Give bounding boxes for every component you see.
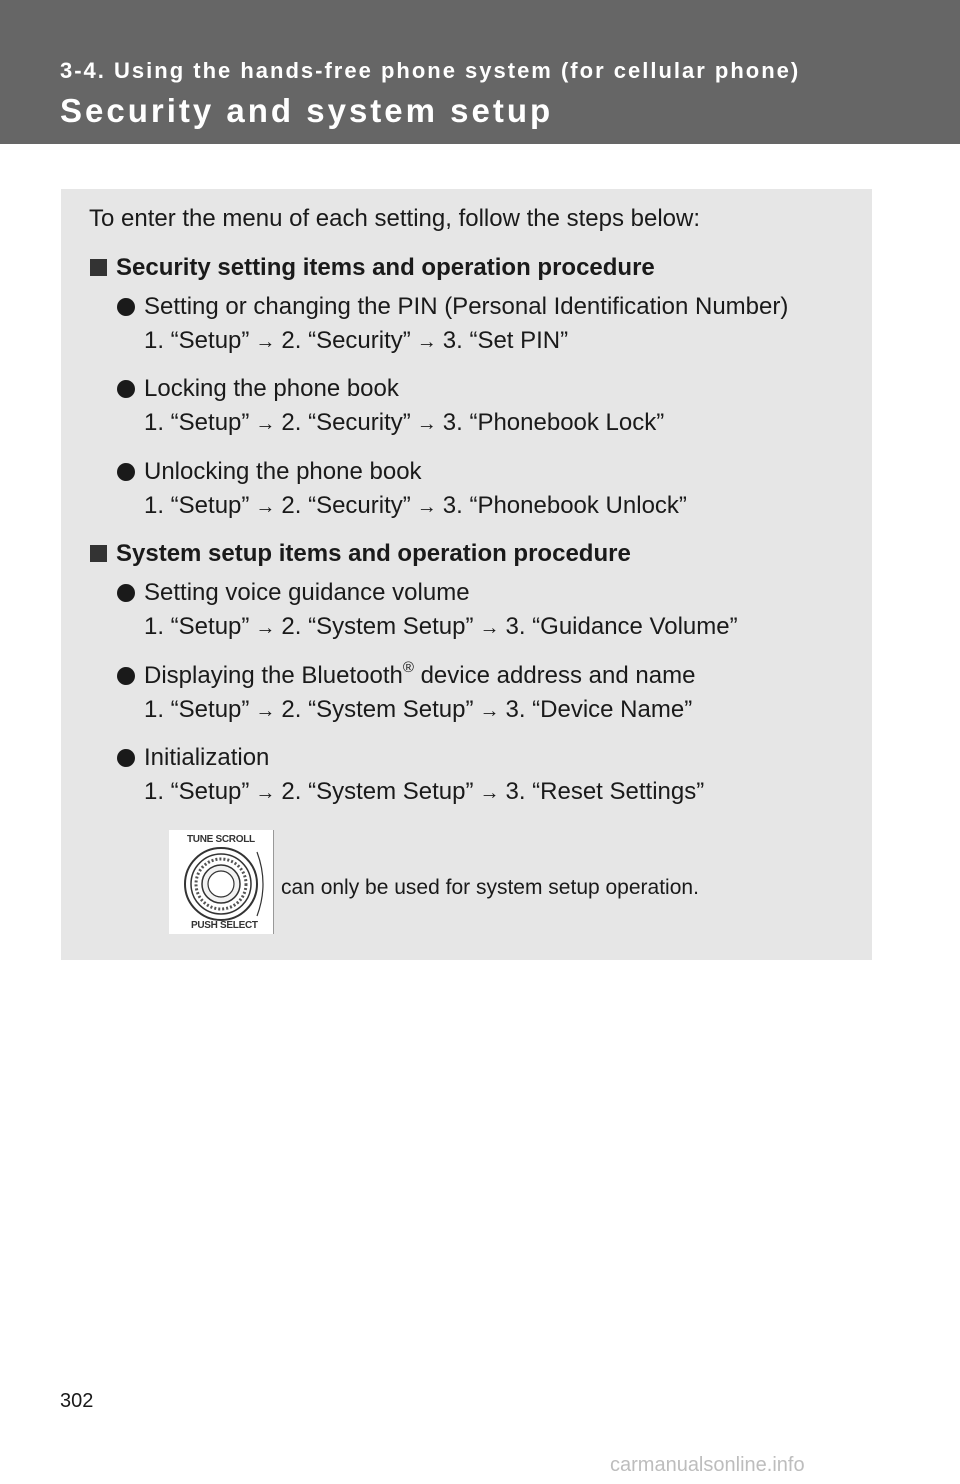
knob-bottom-label: PUSH SELECT — [191, 920, 258, 931]
item-title: Displaying the Bluetooth® device address and name — [144, 659, 696, 689]
arrow-right-icon: → — [255, 496, 276, 518]
intro-text: To enter the menu of each setting, follow the steps below: — [89, 205, 701, 232]
chapter-header — [0, 0, 960, 144]
arrow-right-icon: → — [255, 782, 276, 804]
procedure-steps: 1. “Setup” → 2. “System Setup” → 3. “Device Name” — [144, 695, 692, 726]
round-bullet-icon — [117, 298, 135, 316]
tune-scroll-knob-icon — [169, 830, 274, 934]
arrow-right-icon: → — [416, 413, 437, 435]
arrow-right-icon: → — [255, 617, 276, 639]
security-heading: Security setting items and operation procedure — [116, 254, 655, 281]
item-title: Initialization — [144, 744, 270, 771]
section-label: 3-4. Using the hands-free phone system (for cellular phone) — [60, 58, 801, 83]
item-title: Setting voice guidance volume — [144, 579, 470, 606]
page-number: 302 — [60, 1390, 94, 1412]
arrow-right-icon: → — [479, 782, 500, 804]
round-bullet-icon — [117, 463, 135, 481]
item-title: Unlocking the phone book — [144, 458, 422, 485]
dial-icon — [169, 830, 273, 934]
square-bullet-icon — [90, 545, 107, 562]
arrow-right-icon: → — [479, 700, 500, 722]
round-bullet-icon — [117, 584, 135, 602]
procedure-steps: 1. “Setup” → 2. “Security” → 3. “Phonebook Lock” — [144, 408, 664, 439]
arrow-right-icon: → — [479, 617, 500, 639]
procedure-steps: 1. “Setup” → 2. “Security” → 3. “Set PIN” — [144, 326, 568, 357]
round-bullet-icon — [117, 749, 135, 767]
round-bullet-icon — [117, 667, 135, 685]
watermark: carmanualsonline.info — [610, 1454, 805, 1476]
procedure-steps: 1. “Setup” → 2. “System Setup” → 3. “Guidance Volume” — [144, 612, 738, 643]
item-title: Setting or changing the PIN (Personal Identification Number) — [144, 293, 789, 320]
page-title: Security and system setup — [60, 92, 554, 129]
round-bullet-icon — [117, 380, 135, 398]
registered-mark: ® — [402, 659, 414, 676]
square-bullet-icon — [90, 259, 107, 276]
arrow-right-icon: → — [255, 700, 276, 722]
arrow-right-icon: → — [416, 496, 437, 518]
arrow-right-icon: → — [255, 331, 276, 353]
procedure-steps: 1. “Setup” → 2. “System Setup” → 3. “Reset Settings” — [144, 777, 704, 808]
knob-top-label: TUNE SCROLL — [187, 834, 255, 845]
arrow-right-icon: → — [255, 413, 276, 435]
knob-note: can only be used for system setup operation. — [281, 876, 699, 899]
procedure-steps: 1. “Setup” → 2. “Security” → 3. “Phonebook Unlock” — [144, 491, 687, 522]
arrow-right-icon: → — [416, 331, 437, 353]
item-title: Locking the phone book — [144, 375, 399, 402]
system-heading: System setup items and operation procedure — [116, 540, 631, 567]
